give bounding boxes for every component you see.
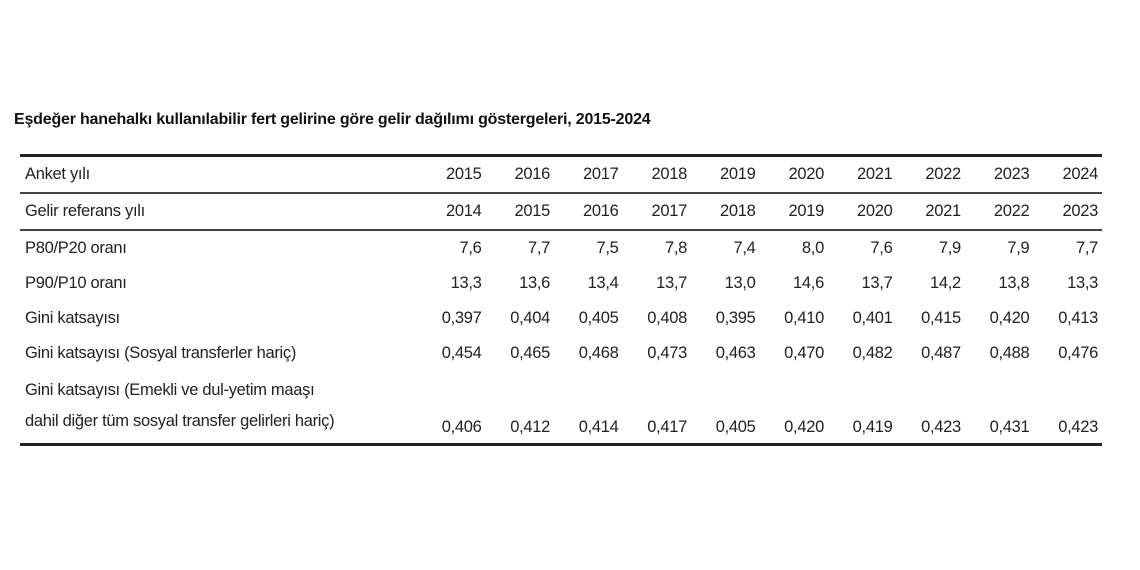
row-label-text: P80/P20 oranı [25, 239, 127, 257]
table-cell: 0,463 [715, 344, 756, 362]
row-label [20, 193, 417, 230]
table-cell: 0,476 [1058, 344, 1098, 362]
table-cell: 13,6 [519, 274, 551, 292]
table-cell: 0,482 [852, 344, 893, 362]
table-cell: 0,473 [647, 344, 687, 362]
table-cell: 0,417 [647, 418, 687, 436]
table-cell: 7,4 [733, 239, 756, 257]
table-cell: 2015 [417, 156, 485, 194]
table-row [20, 336, 1102, 371]
table-cell: 0,405 [578, 309, 619, 327]
table-cell: 0,406 [441, 418, 482, 436]
table-cell: 7,7 [527, 239, 551, 257]
row-label [20, 266, 417, 301]
header-row [20, 193, 1102, 230]
table-row [20, 301, 1102, 336]
row-label [20, 156, 417, 194]
table-cell: 0,404 [510, 309, 551, 327]
table-cell: 13,3 [1067, 274, 1098, 292]
table-row [20, 230, 1102, 266]
table-cell: 2018 [691, 193, 759, 230]
table-cell: 2024 [1033, 156, 1102, 194]
table-cell: 13,7 [861, 274, 893, 292]
table-cell: 7,6 [870, 239, 893, 257]
table-cell: 0,412 [510, 418, 551, 436]
table-cell: 0,408 [647, 309, 687, 327]
table-cell: 2022 [896, 156, 964, 194]
table-cell: 0,410 [784, 309, 824, 327]
income-distribution-table [20, 154, 1102, 446]
table-cell: 7,7 [1075, 239, 1098, 257]
row-label-text: Gini katsayısı (Emekli ve dul-yetim maaşı [25, 381, 315, 399]
table-cell: 2017 [554, 156, 622, 194]
table-cell: 2018 [623, 156, 691, 194]
table-cell: 2016 [554, 193, 622, 230]
table-cell: 0,419 [852, 418, 893, 436]
table-title: Eşdeğer hanehalkı kullanılabilir fert gelirine göre gelir dağılımı göstergeleri, 2015-2024 [14, 111, 651, 128]
table-cell: 2019 [759, 193, 827, 230]
table-cell: 13,8 [998, 274, 1030, 292]
row-label [20, 336, 417, 371]
table-cell: 2023 [1033, 193, 1102, 230]
row-label [20, 230, 417, 266]
table-cell: 13,0 [724, 274, 756, 292]
table-cell: 2016 [486, 156, 554, 194]
header-row [20, 156, 1102, 194]
table-cell: 7,6 [459, 239, 482, 257]
table-cell: 14,6 [793, 274, 824, 292]
row-label-text: Gini katsayısı [25, 309, 120, 327]
table-cell: 8,0 [801, 239, 824, 257]
table-cell: 0,487 [921, 344, 961, 362]
table-cell: 2021 [828, 156, 896, 194]
row-label [20, 301, 417, 336]
table-cell: 0,405 [715, 418, 756, 436]
table-cell: 0,454 [441, 344, 482, 362]
table-cell: 0,468 [578, 344, 619, 362]
table-cell: 2020 [759, 156, 827, 194]
row-label-text: Gelir referans yılı [25, 202, 145, 220]
table-cell: 2019 [691, 156, 759, 194]
row-label-text: P90/P10 oranı [25, 274, 127, 292]
table-cell: 7,9 [1007, 239, 1030, 257]
table-cell: 0,465 [510, 344, 551, 362]
table-cell: 13,7 [656, 274, 687, 292]
table-cell: 0,413 [1058, 309, 1098, 327]
table-cell: 7,5 [596, 239, 619, 257]
table-cell: 14,2 [930, 274, 961, 292]
table-cell: 2020 [828, 193, 896, 230]
row-label-text-line2: dahil diğer tüm sosyal transfer gelirleri hariç) [25, 412, 335, 430]
table-row [20, 371, 1102, 445]
row-label-text: Gini katsayısı (Sosyal transferler hariç) [25, 344, 297, 362]
table-cell: 2014 [417, 193, 485, 230]
table-cell: 2021 [896, 193, 964, 230]
row-label [20, 371, 417, 445]
table-cell: 2023 [965, 156, 1033, 194]
table-cell: 0,420 [784, 418, 824, 436]
table-cell: 0,470 [784, 344, 824, 362]
table-cell: 0,423 [921, 418, 961, 436]
table-cell: 2017 [623, 193, 691, 230]
table-cell: 2022 [965, 193, 1033, 230]
table-cell: 0,414 [578, 418, 619, 436]
table-cell: 0,431 [989, 418, 1030, 436]
table-cell: 7,8 [664, 239, 687, 257]
table-cell: 2015 [486, 193, 554, 230]
table-cell: 7,9 [938, 239, 961, 257]
table-cell: 13,4 [587, 274, 619, 292]
table-cell: 0,395 [715, 309, 756, 327]
table-row [20, 266, 1102, 301]
table-cell: 13,3 [450, 274, 482, 292]
table-cell: 0,488 [989, 344, 1030, 362]
row-label-text: Anket yılı [25, 165, 90, 183]
table-cell: 0,420 [989, 309, 1030, 327]
table-cell: 0,423 [1058, 418, 1098, 436]
table-cell: 0,401 [852, 309, 893, 327]
table-cell: 0,397 [441, 309, 482, 327]
table-cell: 0,415 [921, 309, 961, 327]
